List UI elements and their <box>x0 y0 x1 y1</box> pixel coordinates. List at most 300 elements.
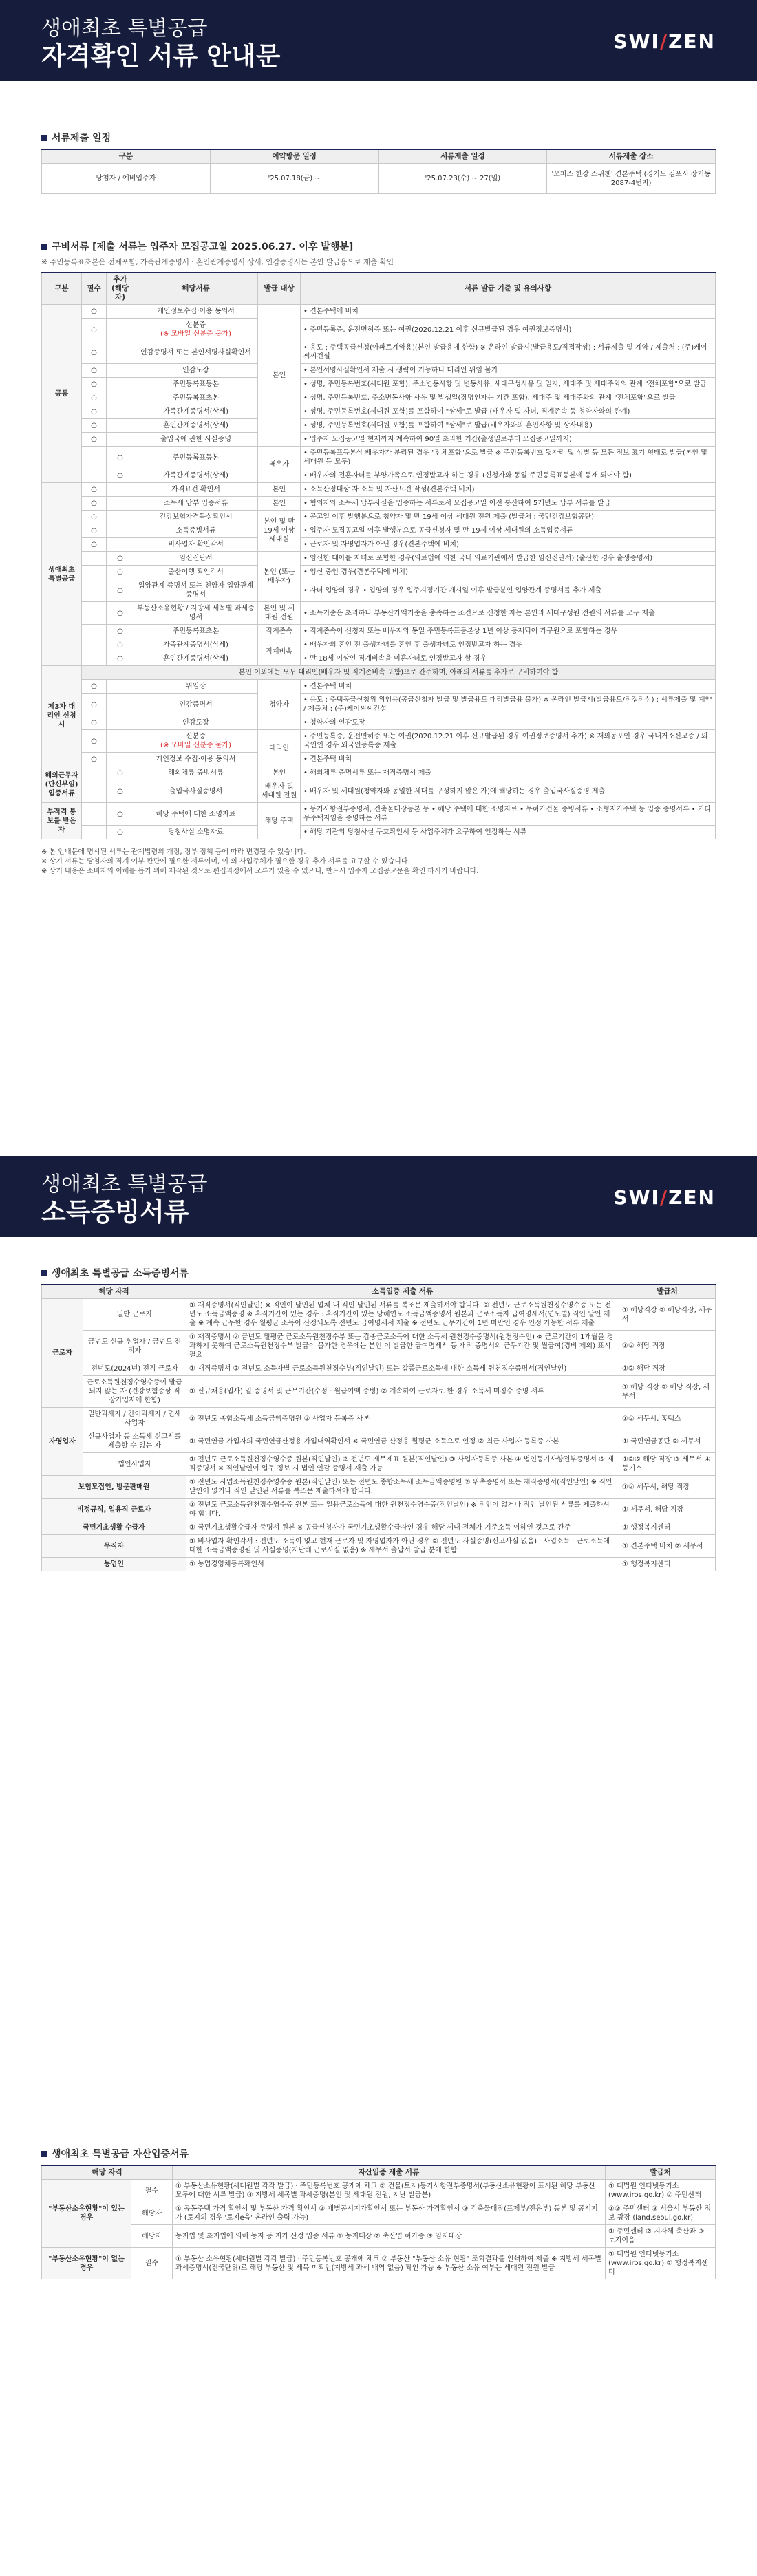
doc-name-text: 주민등록표등본 <box>172 380 220 388</box>
income-group: 보험모집인, 방문판매원 <box>42 1476 186 1499</box>
doc-description: • 성명, 주민등록번호, 주소변동사항 사유 및 발생일(장명인자는 기간 포함), 세대주 및 세대주와의 관계 "전체포함"으로 발급 <box>301 391 716 405</box>
income-documents: ① 재직증명서 ② 전년도 소득자별 근로소득원천징수부(직인날인) 또는 갑종근로소득에 대한 소득세 원천징수증명서(직인날인) <box>186 1362 619 1376</box>
asset-group: "부동산소유현황"이 없는 경우 <box>42 2248 131 2279</box>
doc-group: 생애최초 특별공급 <box>42 483 82 666</box>
income-row <box>42 1430 716 1453</box>
schedule-section <box>41 131 716 194</box>
doc-name-text: 개인정보 수집·이용 동의서 <box>156 755 236 763</box>
banner-line2: 소득증빙서류 <box>41 1197 189 1227</box>
doc-row <box>42 826 716 839</box>
doc-strip-note: 본인 이외에는 모두 대리인(배우자 및 직계존비속 포함)으로 간주하며, 아래의 서류를 추가로 구비하여야 함 <box>82 666 716 680</box>
doc-extra-mark <box>107 364 134 378</box>
doc-required-mark: ○ <box>82 305 107 319</box>
income-documents: ① 비사업자 확인각서 : 전년도 소득이 없고 현재 근로자 및 자영업자가 아닌 경우 ② 전년도 사실증명(신고사실 없음) · 사업소득 · 근로소득에 대한 소득금액증명원 및 사실증명(지난해 근로사실 없음) ※ 세무서 출납서 발급 분에 한함 <box>186 1535 619 1558</box>
doc-extra-mark: ○ <box>107 579 134 602</box>
doc-required-mark: ○ <box>82 419 107 433</box>
doc-name <box>134 826 258 839</box>
income-row <box>42 1362 716 1376</box>
doc-name-text: 비사업자 확인각서 <box>168 541 224 548</box>
income-issuer: ① 세무서, 해당 직장 <box>619 1499 716 1521</box>
doc-row <box>42 497 716 511</box>
doc-name-text: 가족관계증명서(상세) <box>163 472 228 480</box>
footnote: ※ 상기 내용은 소비자의 이해를 돕기 위해 제작된 것으로 편집과정에서 오류가 있을 수 있으니, 반드시 입주자 모집공고문을 확인 하시기 바랍니다. <box>41 868 479 875</box>
income-row <box>42 1408 716 1430</box>
doc-row <box>42 625 716 638</box>
brand-logo: SWI/ZEN <box>613 1186 716 1209</box>
doc-required-mark: ○ <box>82 364 107 378</box>
income-row <box>42 1499 716 1521</box>
doc-required-mark <box>82 625 107 638</box>
income-documents: ① 신규채용(입사) 일 증명서 및 근무기간(수정 · 월급여액 증빙) ② 계속하여 근로자로 한 경우 소득세 미징수 증명 서류 <box>186 1376 619 1408</box>
doc-extra-mark: ○ <box>107 552 134 566</box>
asset-subgroup: 필수 <box>131 2180 173 2202</box>
doc-required-mark <box>82 803 107 826</box>
doc-extra-mark: ○ <box>107 625 134 638</box>
doc-extra-mark <box>107 716 134 730</box>
income-docs-section <box>41 1266 716 1571</box>
income-issuer: ① 행정복지센터 <box>619 1558 716 1571</box>
income-documents: ① 전년도 종합소득세 소득금액증명원 ② 사업자 등록증 사본 <box>186 1408 619 1430</box>
doc-row <box>42 680 716 694</box>
income-group: 농업인 <box>42 1558 186 1571</box>
doc-description: • 입주자 모집공고일 이후 발행분으로 공급신청자 및 만 19세 이상 세대원의 소득입증서류 <box>301 524 716 538</box>
doc-description: • 근로자 및 자영업자가 아닌 경우(견본주택에 비치) <box>301 538 716 552</box>
doc-target: 본인 및 만 19세 이상 세대원 <box>258 511 301 552</box>
doc-row <box>42 566 716 579</box>
doc-required-mark: ○ <box>82 753 107 766</box>
income-row <box>42 1476 716 1499</box>
doc-row <box>42 666 716 680</box>
doc-target: 배우자 <box>258 447 301 483</box>
income-row <box>42 1331 716 1362</box>
asset-documents: ① 부동산소유현황(세대원별 각각 발급) · 주민등록번호 공개에 체크 ② 건물(토지)등기사항전부증명서(부동산소유현황이 표시된 해당 부동산 모두에 대한 서류 발급) ③ 지방세 세목별 과세증명(본인 및 세대원 전원, 지난 발급분) <box>173 2180 606 2202</box>
doc-extra-mark: ○ <box>107 469 134 483</box>
doc-name-text: 건강보험자격득실확인서 <box>159 513 233 521</box>
doc-required-mark: ○ <box>82 405 107 419</box>
doc-name-text: 인감도장 <box>182 367 209 374</box>
doc-description: • 청약자의 인감도장 <box>301 716 716 730</box>
doc-description: • 임신한 태아를 자녀로 포함한 경우(의료법에 의한 국내 의료기관에서 발급한 임신진단서) (출산한 경우 출생증명서) <box>301 552 716 566</box>
doc-target: 청약자 <box>258 680 301 730</box>
income-subgroup: 근로소득원천징수영수증이 발급되지 않는 자 (건강보험증상 직장가입자에 한함) <box>83 1376 186 1408</box>
doc-group: 공통 <box>42 305 82 483</box>
asset-row <box>42 2225 716 2248</box>
doc-description: • 등기사항전부증명서, 건축물대장등본 등 • 해당 주택에 대한 소명자료 • 무허가건물 증빙서류 • 소형저가주택 등 입증 증명서류 • 기타 무주택자임을 증명하는 서류 <box>301 803 716 826</box>
doc-name-text: 인감도장 <box>182 719 209 727</box>
doc-row <box>42 652 716 666</box>
doc-name <box>134 433 258 447</box>
doc-name-text: 해당 주택에 대한 소명자료 <box>156 810 236 818</box>
income-issuer: ① 해당직장 ② 해당직장, 세무서 <box>619 1299 716 1331</box>
doc-row <box>42 378 716 391</box>
asset-issuer: ① 대법원 인터넷등기소 (www.iros.go.kr) ② 행정복지센터 <box>606 2248 716 2279</box>
documents-note: ※ 주민등록표초본은 전체포함, 가족관계증명서 · 혼인관계증명서 상세, 인감증명서는 본인 발급용으로 제출 확인 <box>41 258 394 266</box>
doc-required-mark: ○ <box>82 433 107 447</box>
doc-description: • 입주자 모집공고일 현재까지 계속하여 90일 초과한 기간(출생일로부터 모집공고일까지) <box>301 433 716 447</box>
documents-section <box>41 239 716 877</box>
income-issuer: ① 국민연금공단 ② 세무서 <box>619 1430 716 1453</box>
asset-subgroup: 필수 <box>131 2248 173 2279</box>
doc-group: 제3자 대리인 신청시 <box>42 666 82 766</box>
doc-extra-mark <box>107 511 134 524</box>
income-row <box>42 1299 716 1331</box>
asset-group: "부동산소유현황"이 있는 경우 <box>42 2180 131 2248</box>
income-group: 무직자 <box>42 1535 186 1558</box>
doc-row <box>42 419 716 433</box>
income-row <box>42 1453 716 1476</box>
doc-name-text: 부동산소유현황 / 지방세 세목별 과세증명서 <box>137 605 255 621</box>
doc-required-mark <box>82 766 107 780</box>
doc-name <box>134 579 258 602</box>
doc-description: • 공고일 이후 발행분으로 청약자 및 만 19세 이상 세대원 전원 제출 (발급처 : 국민건강보험공단) <box>301 511 716 524</box>
doc-name <box>134 305 258 319</box>
doc-row <box>42 694 716 716</box>
doc-name <box>134 497 258 511</box>
doc-target: 본인 및 세대원 전원 <box>258 602 301 625</box>
bullet-icon <box>41 244 47 250</box>
doc-required-mark <box>82 552 107 566</box>
doc-required-mark: ○ <box>82 538 107 552</box>
doc-target: 배우자 및 세대원 전원 <box>258 780 301 803</box>
doc-description: • 본인서명사실확인서 제출 시 생략이 가능하나 대리인 위임 불가 <box>301 364 716 378</box>
doc-row <box>42 391 716 405</box>
doc-name <box>134 625 258 638</box>
doc-name-text: 해외체류 증빙서류 <box>168 769 224 777</box>
income-row <box>42 1521 716 1535</box>
doc-row <box>42 305 716 319</box>
doc-row <box>42 552 716 566</box>
doc-row <box>42 469 716 483</box>
income-subgroup: 금년도 신규 취업자 / 금년도 전직자 <box>83 1331 186 1362</box>
footnote: ※ 상기 서류는 당첨자의 직계 여부 판단에 필요한 서류이며, 이 외 사업주체가 필요한 경우 추가 서류를 요구할 수 있습니다. <box>41 858 410 866</box>
banner-line2: 자격확인 서류 안내문 <box>41 41 281 71</box>
income-subgroup: 법인사업자 <box>83 1453 186 1476</box>
doc-extra-mark <box>107 497 134 511</box>
doc-name <box>134 511 258 524</box>
doc-extra-mark: ○ <box>107 652 134 666</box>
doc-row <box>42 447 716 469</box>
doc-name <box>134 391 258 405</box>
income-issuer: ① 견본주택 비치 ② 세무서 <box>619 1535 716 1558</box>
income-group: 자영업자 <box>42 1408 83 1476</box>
doc-name <box>134 680 258 694</box>
doc-description: • 직계존속이 신청자 또는 배우자와 동일 주민등록표등본상 1년 이상 등재되어 가구원으로 포함하는 경우 <box>301 625 716 638</box>
doc-row <box>42 364 716 378</box>
doc-name-text: 주민등록표초본 <box>172 627 220 635</box>
doc-name <box>134 602 258 625</box>
doc-name-text: 출입국에 관한 사실증명 <box>160 436 231 443</box>
schedule-table: 구분 예약방문 일정 서류제출 일정 서류제출 장소 당첨자 / 예비입주자 '25.07.18(금) ~ '25.07.23(수) ~ 27(일) '오퍼스 한강 스위첸' 견본주택 (경기도 김포시 장기동 2087-4번지) <box>41 149 716 194</box>
doc-target: 해당 주택 <box>258 803 301 839</box>
doc-description: • 주민등록표등본상 배우자가 분리된 경우 "전체포함"으로 발급 ※ 주민등록번호 뒷자리 및 성별 등 모든 정보 표기 형태로 발급(본인 및 세대원 등 모두) <box>301 447 716 469</box>
brand-logo: SWI/ZEN <box>613 30 716 53</box>
doc-required-mark: ○ <box>82 378 107 391</box>
doc-group: 부적격 통보를 받은 자 <box>42 803 82 839</box>
doc-required-mark <box>82 602 107 625</box>
banner-line1: 생애최초 특별공급 <box>41 17 208 41</box>
doc-description: • 해외체류 증명서류 또는 재직증명서 제출 <box>301 766 716 780</box>
doc-name <box>134 803 258 826</box>
doc-target: 직계비속 <box>258 638 301 666</box>
doc-required-mark: ○ <box>82 483 107 497</box>
doc-required-mark <box>82 780 107 803</box>
doc-name <box>134 694 258 716</box>
doc-name-text: 자격요건 확인서 <box>171 486 220 493</box>
doc-row <box>42 766 716 780</box>
income-issuer: ①②⑤ 해당 직장 ③ 세무서 ④ 등기소 <box>619 1453 716 1476</box>
income-documents: ① 국민기초생활수급자 증명서 원본 ※ 공급신청자가 국민기초생활수급자인 경우 해당 세대 전체가 기준소득 이하인 것으로 간주 <box>186 1521 619 1535</box>
asset-issuer: ① 주민센터 ② 지자체 축산과 ③ 토지이음 <box>606 2225 716 2248</box>
doc-extra-mark <box>107 405 134 419</box>
doc-name <box>134 766 258 780</box>
doc-required-mark <box>82 652 107 666</box>
asset-subgroup: 해당자 <box>131 2202 173 2225</box>
doc-row <box>42 602 716 625</box>
doc-name-warning: (※ 모바일 신분증 불가) <box>160 330 231 338</box>
asset-subgroup: 해당자 <box>131 2225 173 2248</box>
doc-extra-mark <box>107 538 134 552</box>
doc-description: • 용도 : 주택공급신청(아파트계약용)(본인 발급용에 한함) ※ 온라인 발급시(발급용도/직접작성) : 서류제출 및 계약 / 제출처 : (주)케이씨씨건설 <box>301 341 716 364</box>
doc-required-mark: ○ <box>82 716 107 730</box>
doc-name <box>134 753 258 766</box>
income-documents: ① 국민연금 가입자의 국민연금산정용 가입내역확인서 ※ 국민연금 산정용 월평균 소득으로 인정 ② 최근 사업자 등록증 사본 <box>186 1430 619 1453</box>
doc-extra-mark: ○ <box>107 780 134 803</box>
doc-extra-mark: ○ <box>107 566 134 579</box>
doc-row <box>42 483 716 497</box>
doc-name-text: 소득증빙서류 <box>175 527 216 535</box>
doc-name-text: 가족관계증명서(상세) <box>163 408 228 416</box>
doc-extra-mark <box>107 694 134 716</box>
doc-row <box>42 730 716 753</box>
doc-required-mark: ○ <box>82 680 107 694</box>
doc-name <box>134 652 258 666</box>
income-issuer: ①② 해당 직장 <box>619 1331 716 1362</box>
doc-name-text: 신분증 <box>186 321 206 329</box>
banner-eligibility <box>0 0 757 81</box>
income-subgroup: 일반 근로자 <box>83 1299 186 1331</box>
doc-required-mark: ○ <box>82 511 107 524</box>
doc-row <box>42 780 716 803</box>
documents-heading: 구비서류 [제출 서류는 입주자 모집공고일 2025.06.27. 이후 발행분] <box>41 239 716 253</box>
doc-row <box>42 716 716 730</box>
doc-extra-mark: ○ <box>107 826 134 839</box>
doc-name <box>134 566 258 579</box>
doc-extra-mark <box>107 378 134 391</box>
income-issuer: ①② 세무서, 홈택스 <box>619 1408 716 1430</box>
doc-required-mark <box>82 469 107 483</box>
doc-description: • 임신 중인 경우(견본주택에 비치) <box>301 566 716 579</box>
doc-name-text: 위임장 <box>186 683 206 690</box>
income-documents: ① 전년도 근로소득원천징수영수증 원본(직인날인) ② 전년도 재무제표 원본(직인날인) ③ 사업자등록증 사본 ④ 법인등기사항전부증명서 ⑤ 재직증명서 ※ 직인날인이 업무 정보 시 법인 인감 증명서 재출 가능 <box>186 1453 619 1476</box>
section-income <box>0 1156 757 2576</box>
doc-description: • 주민등록증, 운전면허증 또는 여권(2020.12.21 이후 신규발급된 경우 여권정보증명서) <box>301 319 716 341</box>
doc-description: • 소득기준은 초과하나 부동산가액기준을 충족하는 조건으로 신청한 자는 본인과 세대구성원 전원의 서류를 모두 제출 <box>301 602 716 625</box>
income-documents: ① 재직증명서(직인날인) ※ 직인이 날인된 업체 내 직인 날인된 서류를 복조문 제출하셔야 합니다. ② 전년도 근로소득원천징수영수증 또는 전년도 소득금액증명 ※ 휴직기간이 있는 경우 : 휴직기간이 있는 당해연도 소득금액증명서 원본과 근로소득자 급여명세서(연도별) 직인 날인 제출 ※ 계속 근무한 경우 월평균 소득이 산정되도록 전년도 급여명세서 제출 ※ 전년도 근무기간이 1년 미만인 경우 인정 가능한 서류 제출 <box>186 1299 619 1331</box>
doc-extra-mark <box>107 419 134 433</box>
doc-target: 직계존속 <box>258 625 301 638</box>
doc-name-text: 소득세 납부 입증서류 <box>163 500 228 507</box>
doc-name-text: 입양관계 증명서 또는 친양자 입양관계 증명서 <box>138 582 254 599</box>
doc-description: • 배우자 및 세대원(청약자와 동일한 세대를 구성하지 않은 자)에 해당하는 경우 출입국사실증명 제출 <box>301 780 716 803</box>
doc-name <box>134 447 258 469</box>
asset-documents: ① 공동주택 가격 확인서 및 부동산 가격 확인서 ② 개별공시지가확인서 또는 부동산 가격확인서 ③ 건축물대장(표제부/전유부) 등본 및 공시지가 (토지의 경우 '토지e음' 온라인 출력 가능) <box>173 2202 606 2225</box>
asset-documents: 농지법 및 초지법에 의해 농지 등 지가 산정 입증 서류 ① 농지대장 ② 축산업 허가증 ③ 임지대장 <box>173 2225 606 2248</box>
doc-row <box>42 803 716 826</box>
doc-extra-mark <box>107 305 134 319</box>
asset-row <box>42 2180 716 2202</box>
doc-extra-mark: ○ <box>107 638 134 652</box>
footnote: ※ 본 안내문에 명시된 서류는 관계법령의 개정, 정부 정책 등에 따라 변경될 수 있습니다. <box>41 848 306 856</box>
doc-description: • 소득산정대상 자 소득 및 자산요건 작성(견본주택 비치) <box>301 483 716 497</box>
doc-required-mark: ○ <box>82 341 107 364</box>
doc-extra-mark: ○ <box>107 602 134 625</box>
doc-required-mark: ○ <box>82 524 107 538</box>
income-row <box>42 1376 716 1408</box>
doc-required-mark <box>82 638 107 652</box>
doc-group: 해외근무자 (단신부임) 입증서류 <box>42 766 82 803</box>
doc-extra-mark: ○ <box>107 766 134 780</box>
doc-extra-mark <box>107 483 134 497</box>
income-group: 비정규직, 일용직 근로자 <box>42 1499 186 1521</box>
asset-heading: 생애최초 특별공급 자산입증서류 <box>41 2147 716 2160</box>
doc-row <box>42 511 716 524</box>
doc-name <box>134 405 258 419</box>
doc-extra-mark: ○ <box>107 447 134 469</box>
income-subgroup: 일반과세자 / 간이과세자 / 면세사업자 <box>83 1408 186 1430</box>
doc-description: • 주민등록증, 운전면허증 또는 여권(2020.12.21 이후 신규발급된 경우 여권정보증명서 추가) ※ 재외동포인 경우 국내거소신고증 / 외국인인 경우 외국인등록증 제출 <box>301 730 716 753</box>
doc-extra-mark <box>107 391 134 405</box>
doc-name <box>134 419 258 433</box>
doc-target: 본인 <box>258 766 301 780</box>
doc-description: • 혐의자와 소득세 납부사실을 입증하는 서류로서 모집공고일 이전 통산하여 5개년도 납부 서류를 발급 <box>301 497 716 511</box>
doc-description: • 배우자의 전혼자녀를 부양가족으로 인정받고자 하는 경우 (신청자와 동일 주민등록표등본에 등재 되어야 함) <box>301 469 716 483</box>
doc-name <box>134 730 258 753</box>
doc-name <box>134 469 258 483</box>
doc-name <box>134 716 258 730</box>
doc-extra-mark <box>107 433 134 447</box>
doc-name <box>134 364 258 378</box>
doc-name-text: 인감증명서 또는 본인서명사실확인서 <box>140 348 251 356</box>
doc-name <box>134 341 258 364</box>
doc-row <box>42 538 716 552</box>
doc-required-mark: ○ <box>82 391 107 405</box>
doc-description: • 용도 : 주택공급신청위 위임용(공급신청자 발급 및 발급용도 대리발급용 불가) ※ 온라인 발급시(발급용도/직접작성) : 서류제출 및 계약 / 제출처 : (주)케이씨씨건설 <box>301 694 716 716</box>
doc-description: • 성명, 주민등록번호(세대원 포함), 주소변동사항 및 변동사유, 세대구성사유 및 일자, 세대주 및 세대주와의 관계 "전체포함"으로 발급 <box>301 378 716 391</box>
doc-required-mark <box>82 566 107 579</box>
asset-documents: ① 부동산 소유현황(세대원별 각각 발급) · 주민등록번호 공개에 체크 ② 부동산 "부동산 소유 현황" 조회결과를 인쇄하여 제출 ※ 지방세 세목별 과세증명서(전국단위)로 해당 부동산 및 세목 미확인(지방세 과세 내역 없음) 확인 가능 ※ 부동산 소유 여부는 세대원 전원 발급 <box>173 2248 606 2279</box>
doc-name-text: 당첨사실 소명자료 <box>168 828 224 836</box>
footnotes <box>41 848 716 877</box>
doc-name-text: 임신진단서 <box>179 555 213 562</box>
doc-name <box>134 638 258 652</box>
doc-extra-mark <box>107 524 134 538</box>
income-documents: ① 전년도 사업소득원천징수영수증 원본(직인날인) 또는 전년도 종합소득세 소득금액증명원 ② 위촉증명서 또는 재직증명서(직인날인) ※ 직인날인이 없거나 직인 날인된 서류를 복조문 제출하셔야 합니다. <box>186 1476 619 1499</box>
banner-line1: 생애최초 특별공급 <box>41 1172 208 1196</box>
bullet-icon <box>41 1270 47 1276</box>
doc-description: • 견본주택에 비치 <box>301 305 716 319</box>
doc-row <box>42 579 716 602</box>
income-subgroup: 전년도(2024년) 전직 근로자 <box>83 1362 186 1376</box>
doc-name-text: 가족관계증명서(상세) <box>163 641 228 649</box>
doc-extra-mark <box>107 680 134 694</box>
doc-required-mark <box>82 826 107 839</box>
doc-description: • 성명, 주민등록번호(세대원 포함)를 포함하여 "상세"로 발급 (배우자 및 자녀, 직계존속 등 청약자와의 관계) <box>301 405 716 419</box>
doc-required-mark: ○ <box>82 319 107 341</box>
doc-extra-mark <box>107 730 134 753</box>
doc-name-text: 인감증명서 <box>179 700 213 709</box>
doc-name <box>134 319 258 341</box>
schedule-heading: 서류제출 일정 <box>41 131 716 144</box>
doc-name-text: 혼인관계증명서(상세) <box>163 422 228 429</box>
doc-name <box>134 780 258 803</box>
income-issuer: ①② 세무서, 해당 직장 <box>619 1476 716 1499</box>
doc-row <box>42 753 716 766</box>
section-eligibility <box>0 0 757 1142</box>
income-group: 국민기초생활 수급자 <box>42 1521 186 1535</box>
income-issuer: ①② 해당 직장 <box>619 1362 716 1376</box>
income-group: 근로자 <box>42 1299 83 1408</box>
doc-name-text: 개인정보수집·이용 동의서 <box>157 308 235 315</box>
doc-target: 본인 <box>258 497 301 511</box>
doc-name-text: 주민등록표초본 <box>172 394 220 402</box>
doc-target: 본인 <box>258 483 301 497</box>
asset-row <box>42 2202 716 2225</box>
doc-row <box>42 524 716 538</box>
doc-description: • 견본주택 비치 <box>301 680 716 694</box>
doc-required-mark: ○ <box>82 694 107 716</box>
doc-name <box>134 538 258 552</box>
income-subgroup: 신규사업자 등 소득세 신고서를 제출할 수 없는 자 <box>83 1430 186 1453</box>
doc-target: 본인 (또는 배우자) <box>258 552 301 602</box>
doc-name <box>134 524 258 538</box>
doc-target: 대리인 <box>258 730 301 766</box>
doc-name-warning: (※ 모바일 신분증 불가) <box>160 742 231 749</box>
doc-name-text: 혼인관계증명서(상세) <box>163 655 228 663</box>
doc-target: 본인 <box>258 305 301 447</box>
doc-name-text: 주민등록표등본 <box>172 453 220 462</box>
doc-extra-mark: ○ <box>107 803 134 826</box>
income-issuer: ① 행정복지센터 <box>619 1521 716 1535</box>
doc-row <box>42 319 716 341</box>
doc-description: • 만 18세 이상인 직계비속을 미혼자녀로 인정받고자 할 경우 <box>301 652 716 666</box>
bullet-icon <box>41 2151 47 2157</box>
documents-table: 구분 필수 추가 (해당자) 해당서류 발급 대상 서류 발급 기준 및 유의사항 공통 ○ 개인정보수집·이용 동의서 본인 • 견본주택에 비치 ○ 신분증 (※ 모바일 신분증 불가) • 주민등록증, 운전면허증 또는 여권(2020.12.21 이후 신규발급된 경우 여권정보증명서) ○ 인감증명서 또는 본인서명사실확인서 • 용도 : 주택공급신청(아파트계약용)(본인 발급용에 한함) ※ 온라인 발급시(발급용도/직접작성) : 서류제출 및 계약 / 제출처 : (주)케이씨씨건설 ○ 인감도장 • 본인서명사실확인서 제출 시 생략이 가능하나 대리인 위임 불가 ○ 주민등록표등본 • 성명, 주민등록번호(세대원 포함), 주소변동사항 및 변동사유, 세대구성사유 및 일자, 세대주 및 세대주와의 관계 "전체포함"으로 발급 ○ 주민등록표초본 • 성명, 주민등록번호, 주소변동사항 사유 및 발생일(장명인자는 기간 포함), 세대주 및 세대주와의 관계 "전체포함"으로 발급 ○ 가족관계증명서(상세) • 성명, 주민등록번호(세대원 포함)를 포함하여 "상세"로 발급 (배우자 및 자녀, 직계존속 등 청약자와의 관계) ○ 혼인관계증명서(상세) • 성명, 주민등록번호(세대원 포함)를 포함하여 "상세"로 발급(배우자와의 혼인사항 및 상사내용) ○ 출입국에 관한 사실증명 • 입주자 모집공고일 현재까지 계속하여 90일 초과한 기간(출생일로부터 모집공고일까지) ○ 주민등록표등본 배우자 • 주민등록표등본상 배우자가 분리된 경우 "전체포함"으로 발급 ※ 주민등록번호 뒷자리 및 성별 등 모든 정보 표기 형태로 발급(본인 및 세대원 등 모두) ○ 가족관계증명서(상세) • 배우자의 전혼자녀를 부양가족으로 인정받고자 하는 경우 (신청자와 동일 주민등록표등본에 등재 되어야 함) 생애최초 특별공급 ○ 자격요건 확인서 본인 • 소득산정대상 자 소득 및 자산요건 작성(견본주택 비치) ○ 소득세 납부 입증서류 본인 • 혐의자와 소득세 납부사실을 입증하는 서류로서 모집공고일 이전 통산하여 5개년도 납부 서류를 발급 ○ 건강보험자격득실확인서 본인 및 만 19세 이상 세대원 • 공고일 이후 발행분으로 청약자 및 만 19세 이상 세대원 전원 제출 (발급처 : 국민건강보험공단) ○ 소득증빙서류 • 입주자 모집공고일 이후 발행분으로 공급신청자 및 만 19세 이상 세대원의 소득입증서류 ○ 비사업자 확인각서 • 근로자 및 자영업자가 아닌 경우(견본주택에 비치) ○ 임신진단서 본인 (또는 배우자) • 임신한 태아를 자녀로 포함한 경우(의료법에 의한 국내 의료기관에서 발급한 임신진단서) (출산한 경우 출생증명서) ○ 출산이행 확인각서 • 임신 중인 경우(견본주택에 비치) ○ 입양관계 증명서 또는 친양자 입양관계 증명서 • 자녀 입양의 경우 • 입양의 경우 입주지정기간 개시일 이후 발급분인 입양관계 증명서를 추가 제출 ○ 부동산소유현황 / 지방세 세목별 과세증명서 본인 및 세대원 전원 • 소득기준은 초과하나 부동산가액기준을 충족하는 조건으로 신청한 자는 본인과 세대구성원 전원의 서류를 모두 제출 ○ 주민등록표초본 직계존속 • 직계존속이 신청자 또는 배우자와 동일 주민등록표등본상 1년 이상 등재되어 가구원으로 포함하는 경우 ○ 가족관계증명서(상세) 직계비속 • 배우자의 혼인 전 출생자녀를 혼인 후 출생자녀로 인정받고자 하는 경우 ○ 혼인관계증명서(상세) • 만 18세 이상인 직계비속을 미혼자녀로 인정받고자 할 경우 제3자 대리인 신청시 본인 이외에는 모두 대리인(배우자 및 직계존비속 포함)으로 간주하며, 아래의 서류를 추가로 구비하여야 함 ○ 위임장 청약자 • 견본주택 비치 ○ 인감증명서 • 용도 : 주택공급신청위 위임용(공급신청자 발급 및 발급용도 대리발급용 불가) ※ 온라인 발급시(발급용도/직접작성) : 서류제출 및 계약 / 제출처 : (주)케이씨씨건설 ○ 인감도장 • 청약자의 인감도장 ○ 신분증 (※ 모바일 신분증 불가) 대리인 • 주민등록증, 운전면허증 또는 여권(2020.12.21 이후 신규발급된 경우 여권정보증명서 추가) ※ 재외동포인 경우 국내거소신고증 / 외국인인 경우 외국인등록증 제출 ○ 개인정보 수집·이용 동의서 • 견본주택 비치 해외근무자 (단신부임) 입증서류 ○ 해외체류 증빙서류 본인 • 해외체류 증명서류 또는 재직증명서 제출 ○ 출입국사실증명서 배우자 및 세대원 전원 • 배우자 및 세대원(청약자와 동일한 세대를 구성하지 않은 자)에 해당하는 경우 출입국사실증명 제출 부적격 통보를 받은 자 ○ 해당 주택에 대한 소명자료 해당 주택 • 등기사항전부증명서, 건축물대장등본 등 • 해당 주택에 대한 소명자료 • 무허가건물 증빙서류 • 소형저가주택 등 입증 증명서류 • 기타 무주택자임을 증명하는 서류 ○ 당첨사실 소명자료 • 해당 기관의 당첨사실 무효확인서 등 사업주체가 요구하여 인정하는 서류 <box>41 272 716 839</box>
asset-issuer: ①② 주민센터 ③ 서울시 부동산 정보 광장 (land.seoul.go.kr) <box>606 2202 716 2225</box>
doc-required-mark <box>82 447 107 469</box>
doc-description: • 해당 기관의 당첨사실 무효확인서 등 사업주체가 요구하여 인정하는 서류 <box>301 826 716 839</box>
income-issuer: ① 해당 직장 ② 해당 직장, 세무서 <box>619 1376 716 1408</box>
income-documents: ① 전년도 근로소득원천징수영수증 원본 또는 일용근로소득에 대한 원천징수영수증(직인날인) ※ 직인이 없거나 직인 날인된 서류를 제출하셔야 합니다. <box>186 1499 619 1521</box>
doc-description: • 자녀 입양의 경우 • 입양의 경우 입주지정기간 개시일 이후 발급분인 입양관계 증명서를 추가 제출 <box>301 579 716 602</box>
income-row <box>42 1535 716 1558</box>
doc-extra-mark <box>107 319 134 341</box>
doc-name-text: 출입국사실증명서 <box>169 787 223 795</box>
bullet-icon <box>41 135 47 141</box>
doc-required-mark: ○ <box>82 497 107 511</box>
doc-row <box>42 638 716 652</box>
doc-name <box>134 552 258 566</box>
doc-description: • 배우자의 혼인 전 출생자녀를 혼인 후 출생자녀로 인정받고자 하는 경우 <box>301 638 716 652</box>
doc-description: • 견본주택 비치 <box>301 753 716 766</box>
doc-name-text: 출산이행 확인각서 <box>168 568 224 576</box>
doc-description: • 성명, 주민등록번호(세대원 포함)를 포함하여 "상세"로 발급(배우자와의 혼인사항 및 상사내용) <box>301 419 716 433</box>
asset-table: 해당 자격 자산입증 제출 서류 발급처 "부동산소유현황"이 있는 경우 필수 ① 부동산소유현황(세대원별 각각 발급) · 주민등록번호 공개에 체크 ② 건물(토지)등기사항전부증명서(부동산소유현황이 표시된 해당 부동산 모두에 대한 서류 발급) ③ 지방세 세목별 과세증명(본인 및 세대원 전원, 지난 발급분) ① 대법원 인터넷등기소 (www.iros.go.kr) ② 주민센터 해당자 ① 공동주택 가격 확인서 및 부동산 가격 확인서 ② 개별공시지가확인서 또는 부동산 가격확인서 ③ 건축물대장(표제부/전유부) 등본 및 공시지가 (토지의 경우 '토지e음' 온라인 출력 가능) ①② 주민센터 ③ 서울시 부동산 정보 광장 (land.seoul.go.kr) 해당자 농지법 및 초지법에 의해 농지 등 지가 산정 입증 서류 ① 농지대장 ② 축산업 허가증 ③ 임지대장 ① 주민센터 ② 지자체 축산과 ③ 토지이음 "부동산소유현황"이 없는 경우 필수 ① 부동산 소유현황(세대원별 각각 발급) · 주민등록번호 공개에 체크 ② 부동산 "부동산 소유 현황" 조회결과를 인쇄하여 제출 ※ 지방세 세목별 과세증명서(전국단위)로 해당 부동산 및 세목 미확인(지방세 과세 내역 없음) 확인 가능 ※ 부동산 소유 여부는 세대원 전원 발급 ① 대법원 인터넷등기소 (www.iros.go.kr) ② 행정복지센터 <box>41 2165 716 2279</box>
doc-name-text: 신분증 <box>186 733 206 740</box>
income-row <box>42 1558 716 1571</box>
doc-row <box>42 405 716 419</box>
asset-issuer: ① 대법원 인터넷등기소 (www.iros.go.kr) ② 주민센터 <box>606 2180 716 2202</box>
doc-extra-mark <box>107 753 134 766</box>
